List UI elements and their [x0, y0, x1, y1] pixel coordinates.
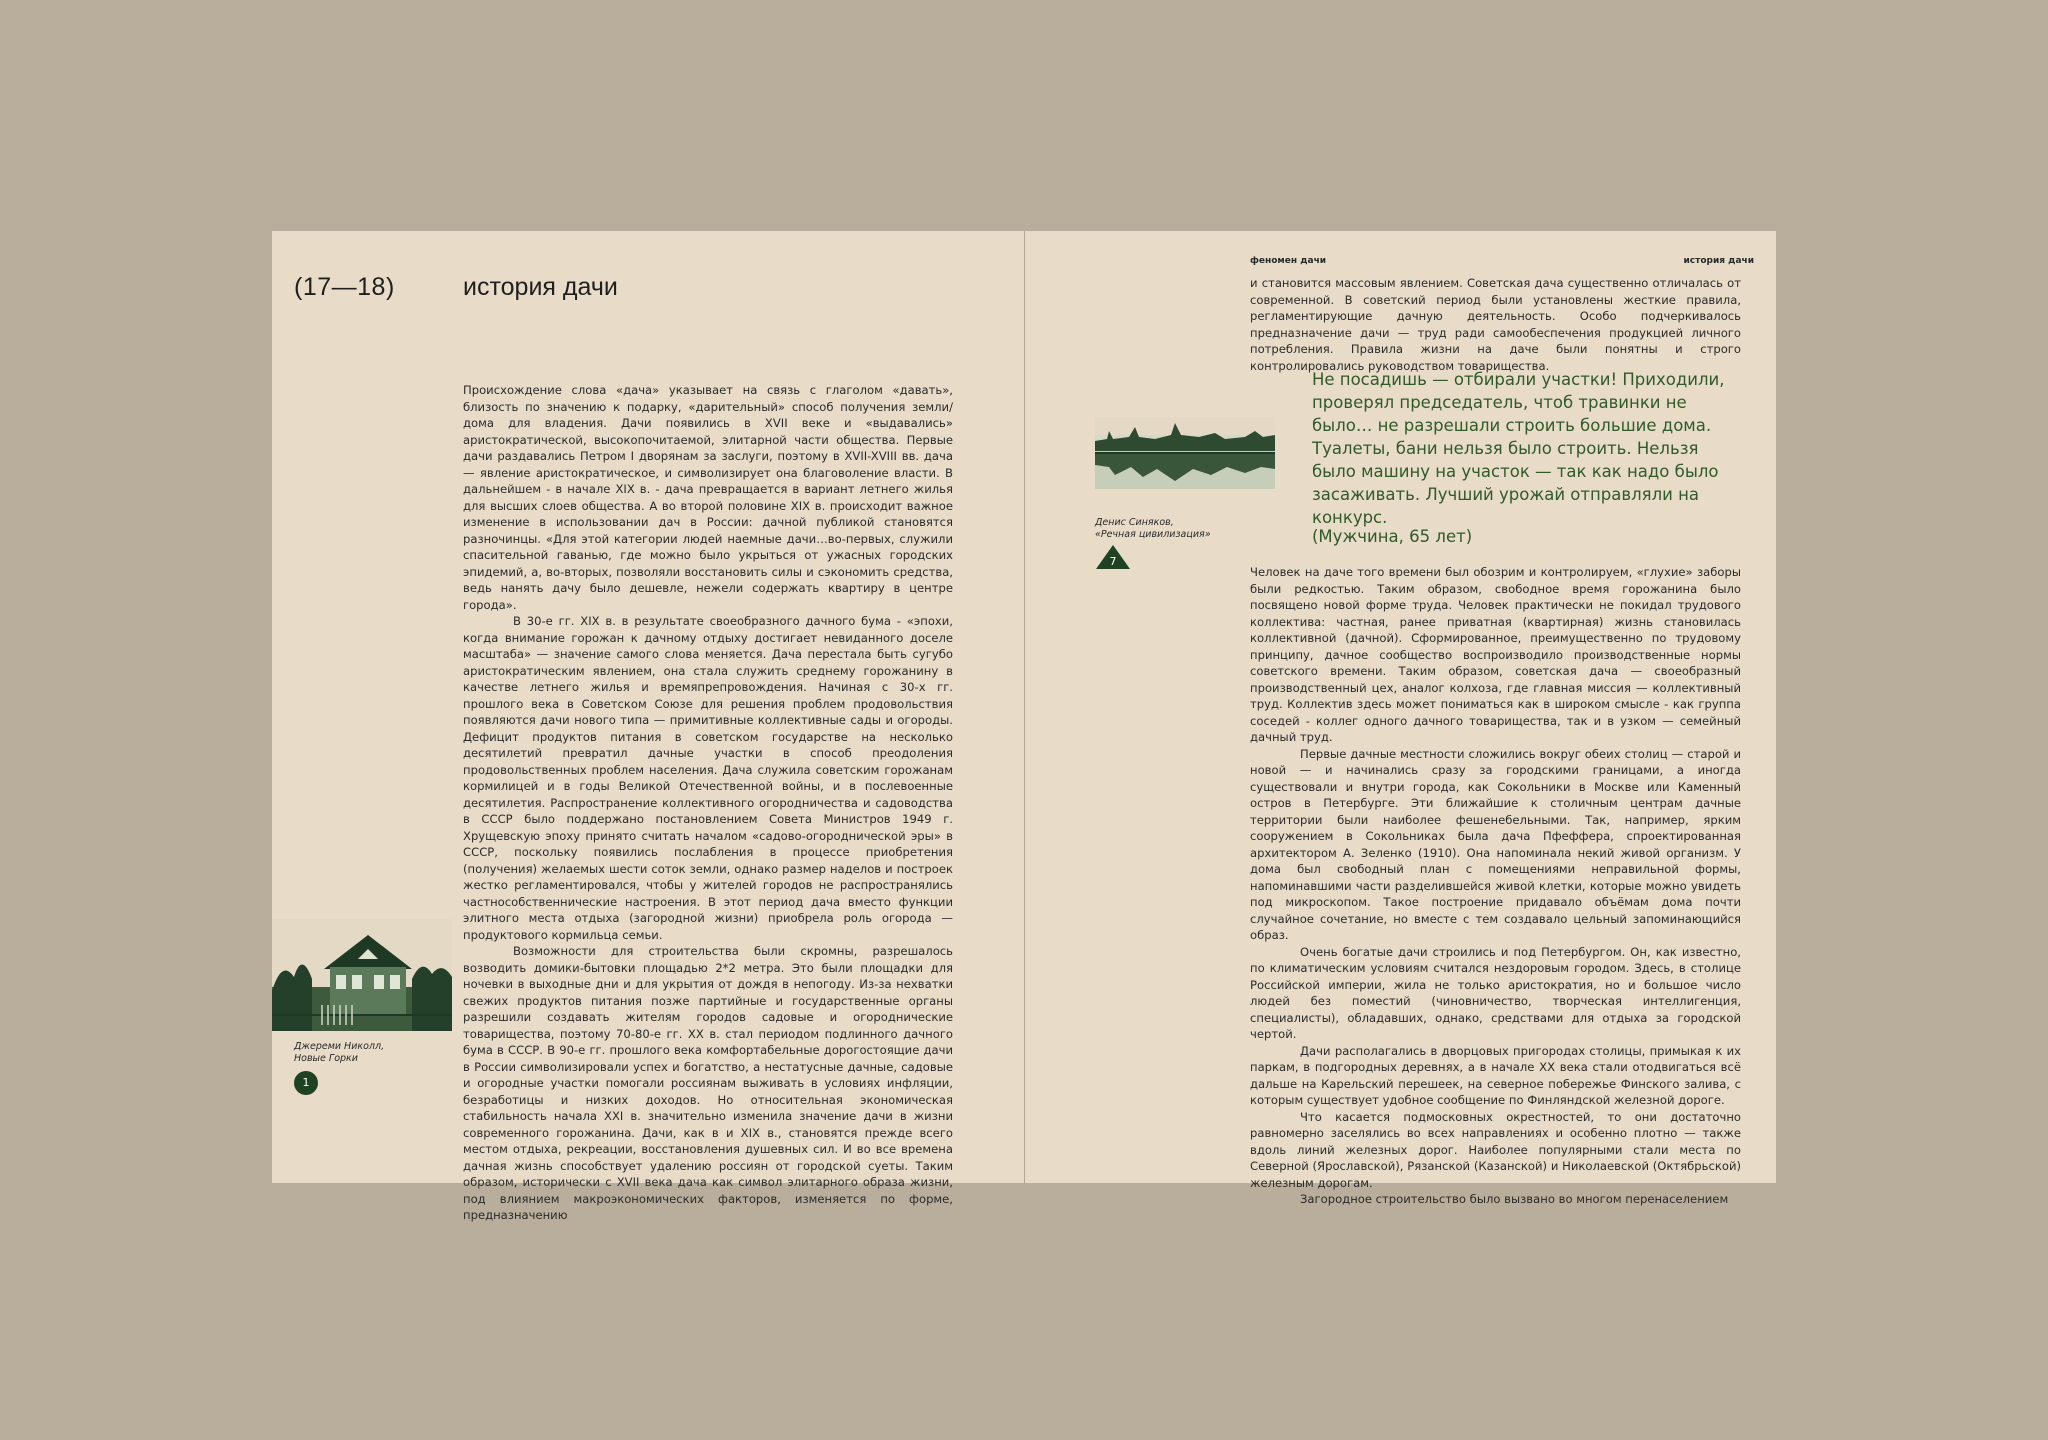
book-spread — [272, 231, 1776, 1222]
photo-caption: Денис Синяков, «Речная цивилизация» — [1095, 517, 1211, 540]
running-head-right: история дачи — [1683, 256, 1754, 266]
running-head-left: феномен дачи — [1250, 256, 1327, 266]
right-page — [1025, 231, 1776, 1206]
quote-attribution: (Мужчина, 65 лет) — [1312, 527, 1473, 546]
left-page — [272, 231, 1024, 1222]
paragraph: Загородное строительство было вызвано во многом перенаселением — [1300, 1192, 1729, 1206]
paragraph: Возможности для строительства были скромны, разрешалось возводить домики-бытовки площадью 2*2 метра. Это были площадки для ночевки в выходные дни и для укрытия от дождя в непогоду. Из-за нехватки свежих продуктов питания позже партийные и государственные органы разрешили создавать жителям городов садовые и огороднические товарищества, поэтому 70-80-е гг. XX в. стал периодом подлинного дачного бума в СССР. В 90-е гг. прошлого века комфортабельные дорогостоящие дачи в России символизировали успех и богатство, а нестатусные дачные, садовые и огородные участки помогали россиянам выживать в условиях инфляции, безработицы и низких доходов. Но относительная экономическая стабильность начала XXI в. значительно изменила значение дачи в жизни современного горожанина. Дачи, как в и XIX в., становятся прежде всего местом отдыха, рекреации, восстановления душевных сил. И во все времена дачная жизнь способствует удалению россиян от городской суеты. Таким образом, исторически с XVII века дача как символ элитарного образа жизни, под влиянием макроэкономических факторов, изменяется по форме, предназначению — [463, 944, 953, 1222]
page-title: история дачи — [463, 273, 618, 301]
right-top-text — [1250, 275, 1741, 374]
photo-number-badge: 7 — [1095, 544, 1131, 570]
left-body-text — [463, 382, 953, 1224]
pull-quote: Не посадишь — отбирали участки! Приходили, проверял председатель, чтоб травинки не было… не разрешали строить большие дома. Туалеты, бани нельзя было строить. Нельзя было машину на участок — так как надо было засаживать. Лучший урожай отправляли на конкурс. — [1312, 370, 1725, 527]
paragraph: В 30-е гг. XIX в. в результате своеобразного дачного бума - «эпохи, когда внимание горожан к дачному отдыху достигает невиданного доселе масштаба» — значение самого слова меняется. Дача перестала быть сугубо аристократическим явлением, она стала служить среднему горожанину в качестве летнего жилья и времяпрепровождения. Начиная с 30-х гг. прошлого века в Советском Союзе для решения проблем продовольствия появляются дачи нового типа — примитивные коллективные сады и огороды. Дефицит продуктов питания в советском государстве на несколько десятилетий превратил дачные участки в способ преодоления продовольственных проблем населения. Дача служила советским горожанам кормилицей и в годы Великой Отечественной войны, и в послевоенные десятилетия. Распространение коллективного огородничества и садоводства в СССР было поддержано постановлением Совета Министров 1949 г. Хрущевскую эпоху принято считать началом «садово-огороднической эры» в СССР, поскольку появились послабления в процессе приобретения (получения) желаемых шести соток земли, однако размер наделов и построек жестко регламентировался, чтобы у жителей городов не распространялись частнособственнические настроения. В этот период дача вместо функции элитного места отдыха (загородной жизни) приобрела роль огорода — продуктового кормильца семьи. — [463, 614, 953, 942]
right-body-text — [1250, 564, 1741, 1208]
photo-caption: Джереми Николл, Новые Горки — [294, 1041, 385, 1064]
paragraph: Происхождение слова «дача» указывает на связь с глаголом «давать», близость по значению к подарку, «дарительный» способ получения земли/дома для владения. Дачи появились в XVII веке и «выдавались» аристократической, высокопочитаемой, элитарной части общества. Первые дачи раздавались Петром I дворянам за заслуги, поэтому в XVII-XVIII вв. дача — явление аристократическое, и символизирует она благоволение власти. В дальнейшем - в начале XIX в. - дача превращается в вариант летнего жилья для высших слоев общества. А во второй половине XIX в. происходит важное изменение в использовании дач в России: дачной публикой становятся разночинцы. «Для этой категории людей наемные дачи…во-первых, служили спасительной гаванью, где можно было укрыться от ужасных городских эпидемий, а, во-вторых, позволяли восстановить силы и сэкономить средства, ведь нанять дачу было дешевле, нежели содержать квартиру в центре города». — [463, 383, 953, 612]
page-numbers: (17—18) — [294, 273, 395, 301]
paragraph: Человек на даче того времени был обозрим и контролируем, «глухие» заборы были редкостью. Таким образом, свободное время горожанина было посвящено новой форме труда. Человек практически не покидал трудового коллектива: частная, ранее приватная (квартирная) жизнь становилась коллективной (дачной). Сформированное, преимущественно по трудовому принципу, дачное сообщество воспроизводило производственные нормы советского времени. Таким образом, советская дача — своеобразный производственный цех, аналог колхоза, где главная миссия — коллективный труд. Коллектив здесь может пониматься как в широком смысле - как группа соседей - коллег одного дачного товарищества, так и в узком — семейный дачный труд. — [1250, 565, 1741, 744]
paragraph: Первые дачные местности сложились вокруг обеих столиц — старой и новой — и начинались сразу за городскими границами, а иногда существовали и внутри города, как Сокольники в Москве или Каменный остров в Петербурге. Эти ближайшие к столичным центрам дачные территории были наиболее фешенебельными. Так, например, ярким сооружением в Сокольниках была дача Пфеффера, спроектированная архитектором А. Зеленко (1910). Она напоминала некий живой организм. У дома был свободный план с помещениями неправильной формы, напоминавшими части разделившейся живой клетки, которые можно увидеть под микроскопом. Такое построение придавало объёмам дома почти случайное сочетание, но вместе с тем создавало цельный запоминающийся образ. — [1250, 746, 1741, 942]
paragraph: Что касается подмосковных окрестностей, то они достаточно равномерно заселялись во всех направлениях и особенно плотно — также вдоль линий железных дорог. Наиболее популярными стали места по Северной (Ярославской), Рязанской (Казанской) и Николаевской (Октябрьской) железным дорогам. — [1250, 1109, 1741, 1190]
river-photo — [1095, 417, 1275, 489]
photo-number-badge: 1 — [294, 1071, 318, 1095]
paragraph: Очень богатые дачи строились и под Петербургом. Он, как известно, по климатическим условиям считался нездоровым городом. Здесь, в столице Российской империи, жила не только аристократия, но и большое число людей без поместий (чиновничество, творческая интеллигенция, специалисты), обладавших, однако, средствами для отдыха за городской чертой. — [1250, 944, 1741, 1041]
paragraph: Дачи располагались в дворцовых пригородах столицы, примыкая к их паркам, в подгородных деревнях, а в начале XX века стали отодвигаться всё дальше на Карельский перешеек, на северное побережье Финского залива, с которым существует удобное сообщение по Финляндской железной дороге. — [1250, 1043, 1741, 1107]
house-photo — [272, 919, 452, 1031]
paragraph: и становится массовым явлением. Советская дача существенно отличалась от современной. В советский период были установлены жесткие правила, регламентирующие дачную деятельность. Особо подчеркивалось предназначение дачи — труд ради самообеспечения продукцией личного потребления. Правила жизни на даче были понятны и строго контролировались руководством товарищества. — [1250, 276, 1741, 373]
